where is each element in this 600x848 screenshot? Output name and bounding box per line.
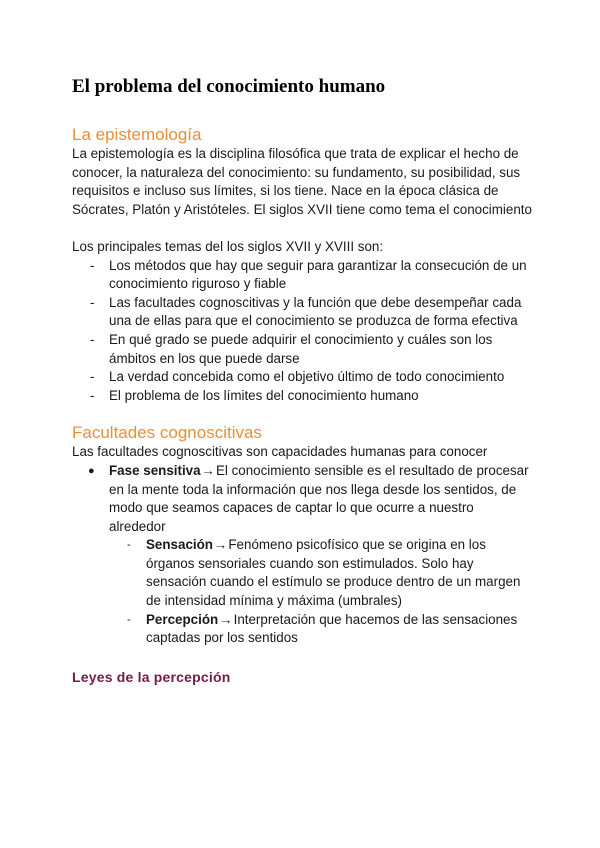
- dash-marker: -: [90, 294, 95, 310]
- arrow-icon: →: [201, 462, 215, 478]
- dash-marker: -: [90, 369, 95, 385]
- facultades-intro: Las facultades cognoscitivas son capacidades humanas para conocer: [72, 444, 488, 460]
- term-fase-sensitiva: Fase sensitiva: [109, 462, 201, 478]
- bullet-marker: ●: [88, 464, 95, 477]
- list-item-fase-sensitiva: [72, 462, 532, 648]
- list-item: - Los métodos que hay que seguir para garantizar la consecución de un conocimiento riguroso y fiable: [90, 257, 527, 292]
- dash-marker: -: [90, 387, 95, 403]
- arrow-icon: →: [219, 611, 233, 627]
- section-heading-epistemologia: La epistemología: [72, 125, 202, 144]
- dash-marker: -: [90, 331, 95, 347]
- dash-marker: -: [127, 539, 131, 552]
- arrow-icon: →: [213, 537, 228, 553]
- document-content: [72, 76, 532, 686]
- section-heading-leyes: Leyes de la percepción: [72, 668, 231, 685]
- sub-list: [109, 536, 532, 648]
- list-item: - El problema de los límites del conocimiento humano: [72, 387, 532, 406]
- section-heading-facultades: Facultades cognoscitivas: [72, 423, 262, 443]
- dash-marker: -: [90, 257, 95, 273]
- document-title: El problema del conocimiento humano: [72, 76, 386, 97]
- facultades-list: [72, 462, 532, 648]
- list-item: - Las facultades cognoscitivas y la función que debe desempeñar cada una de ellas para que el conocimiento se produzca de forma efectiva: [90, 294, 522, 329]
- list-item: - La verdad concebida como el objetivo último de todo conocimiento: [72, 368, 532, 387]
- dash-marker: -: [127, 613, 131, 626]
- temas-intro: Los principales temas del los siglos XVII y XVIII son:: [72, 238, 384, 254]
- term-percepcion: Percepción: [146, 611, 219, 627]
- list-item: - En qué grado se puede adquirir el conocimiento y cuáles son los ámbitos en los que puede darse: [90, 331, 493, 366]
- sub-list-item-percepcion: - Percepción→Interpretación que hacemos de las sensaciones captadas por los sentidos: [127, 611, 518, 646]
- sub-list-item-sensacion: - Sensación→Fenómeno psicofísico que se origina en los órganos sensoriales cuando son estimulados. Solo hay sensación cuando el estímulo se produce dentro de un margen de intensidad mínima y máxima (umbrales): [127, 537, 521, 609]
- epistemologia-paragraph: La epistemología es la disciplina filosófica que trata de explicar el hecho de conocer, la naturaleza del conocimiento: su fundamento, su posibilidad, sus requisitos e incluso sus límites, si los tiene. Nace en la época clásica de Sócrates, Platón y Aristóteles. El siglos XVII tiene como tema el conocimiento: [72, 146, 532, 217]
- temas-list: [72, 257, 532, 406]
- fase-sensitiva-text: El conocimiento sensible es el resultado de procesar en la mente toda la información que nos llega desde los sentidos, de modo que seamos capaces de captar lo que ocurre a nuestro alrededor: [109, 462, 529, 534]
- term-sensacion: Sensación: [146, 537, 213, 553]
